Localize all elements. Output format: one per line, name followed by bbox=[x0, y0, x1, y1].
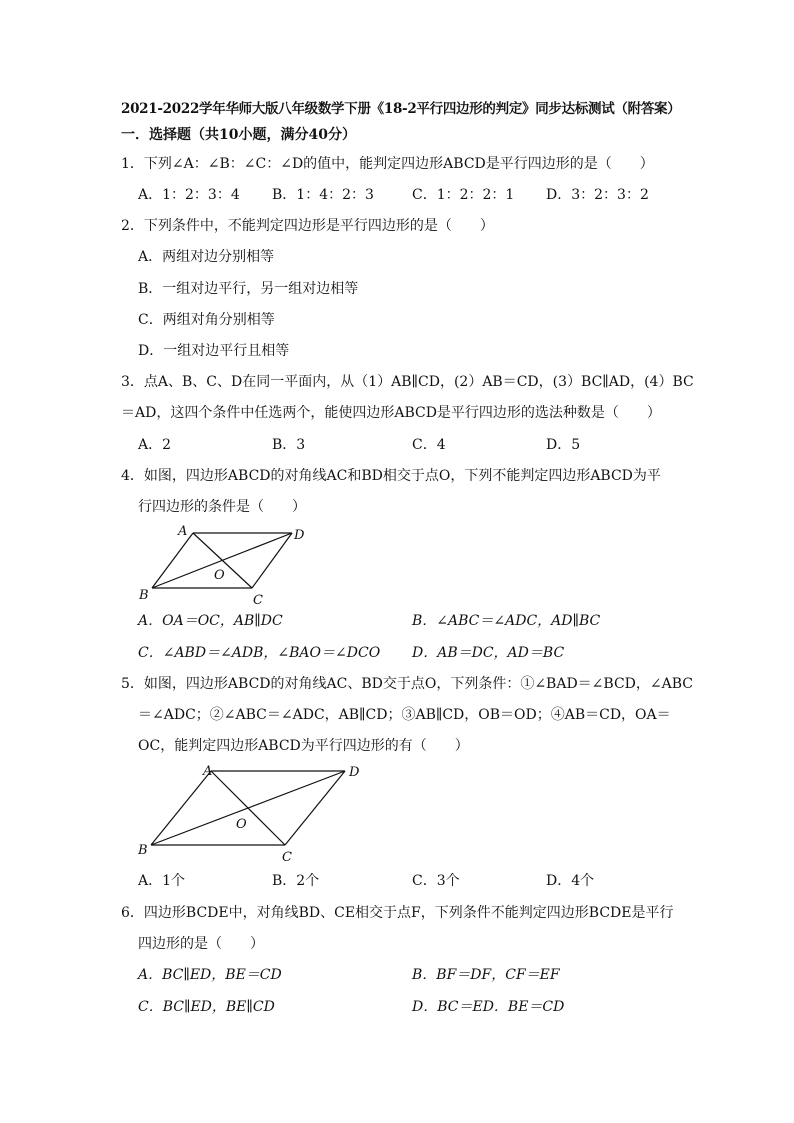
question-5-option-a: A．1个 bbox=[138, 873, 186, 889]
q5-label-b: B bbox=[138, 843, 148, 858]
question-6-text-line1: 6．四边形BCDE中，对角线BD、CE相交于点F，下列条件不能判定四边形BCDE是平行 bbox=[121, 905, 674, 921]
question-6-text-line2: 四边形的是（ ） bbox=[138, 936, 264, 952]
question-3-option-c: C．4 bbox=[412, 437, 446, 453]
q4-label-o: O bbox=[214, 568, 225, 583]
q4-label-a: A bbox=[178, 524, 188, 539]
question-3-text-line2: ＝AD，这四个条件中任选两个，能使四边形ABCD是平行四边形的选法种数是（ ） bbox=[121, 405, 661, 421]
question-3-text-line1: 3．点A、B、C、D在同一平面内，从（1）AB∥CD，(2）AB＝CD，(3）BC∥AD，(4）BC bbox=[121, 374, 694, 390]
question-4-option-a: A．OA＝OC，AB∥DC bbox=[138, 613, 283, 629]
question-6-option-d: D．BC＝ED．BE＝CD bbox=[412, 999, 565, 1015]
question-2-text: 2．下列条件中，不能判定四边形是平行四边形的是（ ） bbox=[121, 218, 494, 234]
q4-label-c: C bbox=[253, 593, 263, 608]
q5-label-a: A bbox=[203, 764, 213, 779]
question-5-figure bbox=[130, 758, 380, 868]
question-3-option-a: A．2 bbox=[138, 437, 172, 453]
question-3-option-b: B．3 bbox=[272, 437, 306, 453]
question-1-option-c: C．1：2：2：1 bbox=[412, 187, 515, 203]
question-4-option-d: D．AB＝DC，AD＝BC bbox=[412, 645, 565, 661]
q4-label-d: D bbox=[294, 528, 305, 543]
question-4-text-line2: 行四边形的条件是（ ） bbox=[138, 499, 306, 515]
question-3-option-d: D．5 bbox=[546, 437, 581, 453]
q5-diagonal-bd bbox=[151, 771, 345, 845]
question-5-text-line2: ＝∠ADC；②∠ABC＝∠ADC，AB∥CD；③AB∥CD，OB＝OD；④AB＝CD，OA＝ bbox=[138, 707, 671, 723]
question-4-text-line1: 4．如图，四边形ABCD的对角线AC和BD相交于点O，下列不能判定四边形ABCD为平 bbox=[121, 468, 661, 484]
question-5-text-line3: OC，能判定四边形ABCD为平行四边形的有（ ） bbox=[138, 738, 469, 754]
q4-label-b: B bbox=[139, 588, 149, 603]
question-1-text: 1．下列∠A：∠B：∠C：∠D的值中，能判定四边形ABCD是平行四边形的是（ ） bbox=[121, 156, 654, 172]
question-6-option-b: B．BF＝DF，CF＝EF bbox=[412, 967, 560, 983]
question-6-option-a: A．BC∥ED，BE＝CD bbox=[138, 967, 282, 983]
question-1-option-b: B．1：4：2：3 bbox=[272, 187, 374, 203]
question-2-option-a: A．两组对边分别相等 bbox=[138, 249, 275, 265]
question-5-option-d: D．4个 bbox=[546, 873, 595, 889]
section-heading: 一．选择题（共10小题，满分40分） bbox=[121, 127, 356, 143]
question-6-option-c: C．BC∥ED，BE∥CD bbox=[138, 999, 275, 1015]
question-2-option-d: D．一组对边平行且相等 bbox=[138, 343, 290, 359]
question-4-option-b: B．∠ABC＝∠ADC，AD∥BC bbox=[412, 613, 601, 629]
question-5-option-b: B．2个 bbox=[272, 873, 320, 889]
question-2-option-c: C．两组对角分别相等 bbox=[138, 312, 275, 328]
question-4-option-c: C．∠ABD＝∠ADB，∠BAO＝∠DCO bbox=[138, 645, 381, 661]
question-5-option-c: C．3个 bbox=[412, 873, 460, 889]
q5-label-o: O bbox=[236, 817, 247, 832]
document-title: 2021-2022学年华师大版八年级数学下册《18-2平行四边形的判定》同步达标测试（附答案） bbox=[121, 101, 681, 117]
q5-label-d: D bbox=[349, 765, 360, 780]
question-1-option-d: D．3：2：3：2 bbox=[546, 187, 649, 203]
question-4-figure bbox=[130, 520, 330, 610]
question-1-option-a: A．1：2：3：4 bbox=[138, 187, 240, 203]
question-2-option-b: B．一组对边平行，另一组对边相等 bbox=[138, 281, 359, 297]
q5-label-c: C bbox=[282, 850, 292, 865]
question-5-text-line1: 5．如图，四边形ABCD的对角线AC、BD交于点O，下列条件：①∠BAD＝∠BCD，∠ABC bbox=[121, 676, 693, 692]
